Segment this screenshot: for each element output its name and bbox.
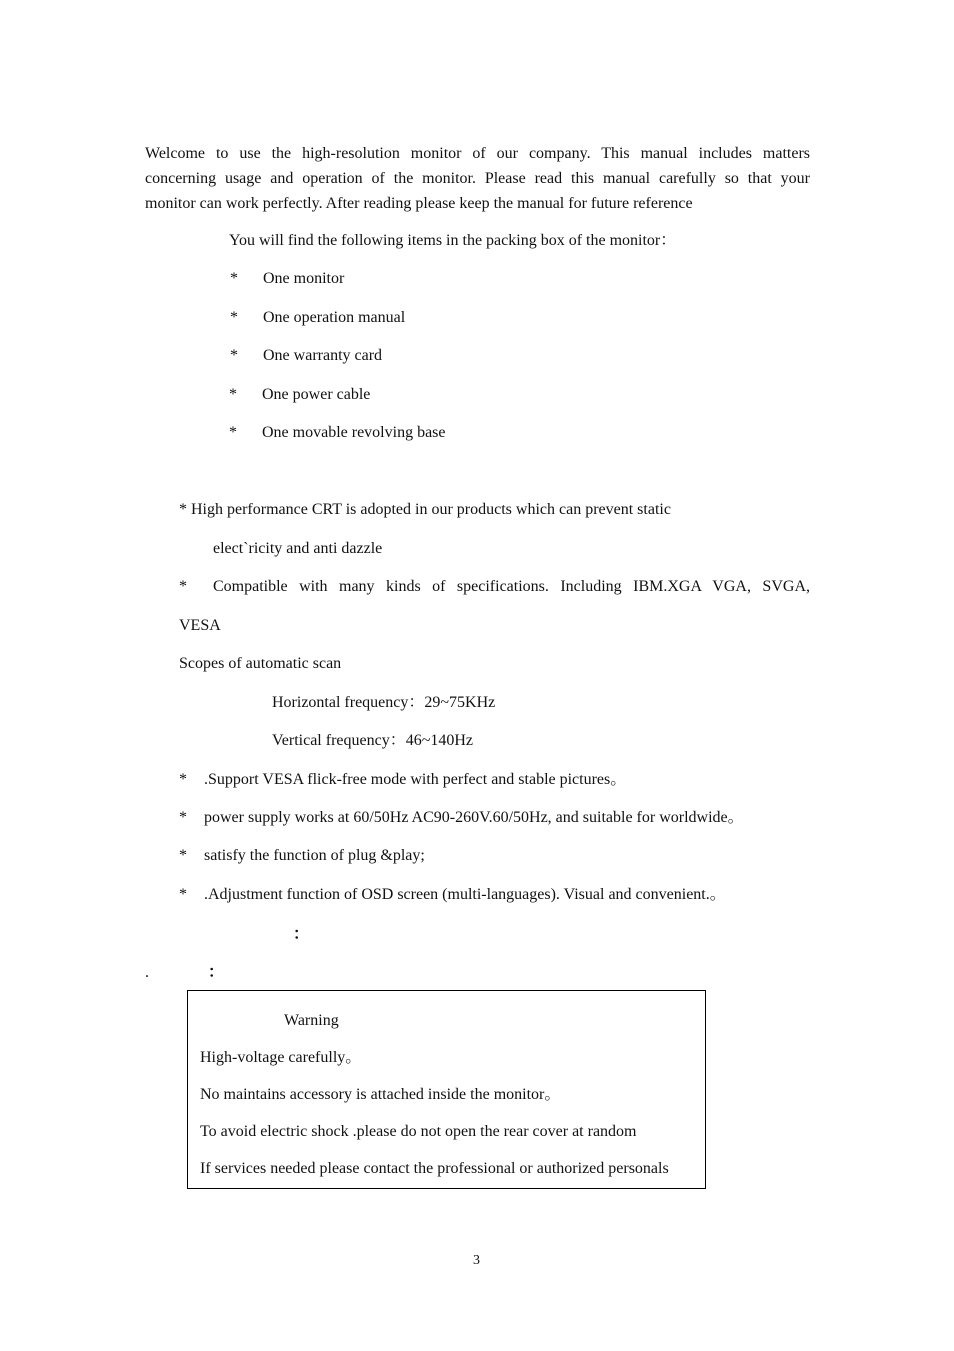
- feature-bullet-text: satisfy the function of plug &play;: [204, 847, 425, 864]
- feature-crt-line2: elect`ricity and anti dazzle: [213, 540, 383, 557]
- bullet-icon: *: [179, 809, 187, 826]
- packing-item: One power cable: [262, 386, 371, 403]
- dot-mark: .: [145, 964, 149, 981]
- feature-bullet-text: .Support VESA flick-free mode with perfect and stable pictures。: [204, 771, 627, 788]
- horizontal-frequency: Horizontal frequency：29~75KHz: [272, 694, 496, 711]
- packing-item: One warranty card: [263, 347, 383, 364]
- feature-compat-line1: Compatible with many kinds of specifications. Including IBM.XGA VGA, SVGA,: [213, 578, 810, 595]
- vertical-frequency: Vertical frequency：46~140Hz: [272, 732, 474, 749]
- feature-crt-line1: * High performance CRT is adopted in our products which can prevent static: [179, 501, 671, 518]
- bullet-icon: *: [230, 347, 238, 364]
- bullet-icon: *: [229, 424, 237, 441]
- warning-line: If services needed please contact the professional or authorized personals: [200, 1160, 669, 1177]
- bullet-icon: *: [230, 270, 238, 287]
- colon-mark: ：: [208, 964, 225, 981]
- warning-box: [187, 990, 706, 1189]
- warning-line: To avoid electric shock .please do not open the rear cover at random: [200, 1123, 637, 1140]
- warning-line: No maintains accessory is attached inside the monitor。: [200, 1086, 561, 1103]
- intro-line: monitor can work perfectly. After reading please keep the manual for future reference: [145, 195, 693, 212]
- packing-heading: You will find the following items in the packing box of the monitor：: [229, 232, 677, 249]
- warning-line: High-voltage carefully。: [200, 1049, 362, 1066]
- feature-compat-line2: VESA: [179, 617, 221, 634]
- page-number: 3: [473, 1253, 480, 1268]
- colon-mark: ：: [293, 926, 310, 943]
- bullet-icon: *: [179, 771, 187, 788]
- bullet-icon: *: [179, 847, 187, 864]
- scan-heading: Scopes of automatic scan: [179, 655, 342, 672]
- bullet-icon: *: [179, 886, 187, 903]
- intro-line: concerning usage and operation of the monitor. Please read this manual carefully so that your: [145, 170, 810, 187]
- intro-line: Welcome to use the high-resolution monitor of our company. This manual includes matters: [145, 145, 810, 162]
- feature-bullet-text: power supply works at 60/50Hz AC90-260V.60/50Hz, and suitable for worldwide。: [204, 809, 744, 826]
- intro-paragraph: [145, 141, 810, 216]
- packing-item: One operation manual: [263, 309, 406, 326]
- bullet-icon: *: [229, 386, 237, 403]
- bullet-icon: *: [230, 309, 238, 326]
- feature-bullet-text: .Adjustment function of OSD screen (multi-languages). Visual and convenient.。: [204, 886, 726, 903]
- warning-title: Warning: [284, 1012, 339, 1029]
- packing-item: One movable revolving base: [262, 424, 446, 441]
- bullet-icon: *: [179, 578, 187, 595]
- packing-item: One monitor: [263, 270, 345, 287]
